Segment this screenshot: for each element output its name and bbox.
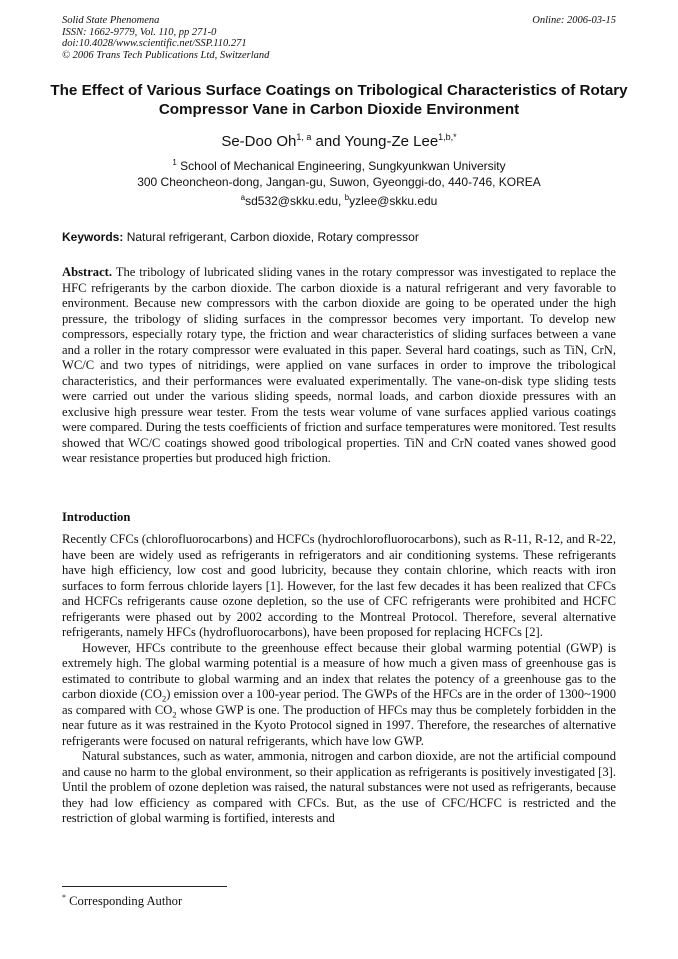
affiliation bbox=[0, 158, 678, 190]
affiliation-mark: 1 bbox=[172, 158, 177, 167]
intro-paragraph-1: Recently CFCs (chlorofluorocarbons) and HCFCs (hydrochlorofluorocarbons), such as R-11, R-12, and R-22, have been are widely used as refrigerants in refrigerators and air conditioning systems. These refrigerants have high efficiency, low cost and good lubricity, because they contain chlorine, which reacts with iron surfaces to form ferrous chloride layers [1]. However, for the last few decades it has been realized that CFCs and HCFCs refrigerants cause ozone depletion, so the use of CFC refrigerants were prohibited and HCFC refrigerants were phased out by 2002 according to the Montreal Protocol. Therefore, several alternative refrigerants, namely HFCs (hydrofluorocarbons), have been proposed for replacing HCFCs [2]. bbox=[62, 532, 616, 639]
author-1-name: Se-Doo Oh bbox=[221, 133, 297, 150]
author-1-affiliation-mark: 1, a bbox=[296, 132, 312, 142]
paper-title: The Effect of Various Surface Coatings on Tribological Characteristics of Rotary Compressor Vane in Carbon Dioxide Environment bbox=[50, 82, 628, 118]
affiliation-institution: School of Mechanical Engineering, Sungkyunkwan University bbox=[176, 159, 506, 173]
running-header bbox=[62, 15, 616, 61]
footnote-text: Corresponding Author bbox=[66, 894, 183, 908]
copyright-line: © 2006 Trans Tech Publications Ltd, Switzerland bbox=[62, 49, 270, 61]
doi-line: doi:10.4028/www.scientific.net/SSP.110.271 bbox=[62, 38, 247, 49]
author-emails bbox=[0, 193, 678, 209]
intro-paragraph-2 bbox=[62, 641, 616, 750]
footnote-mark: * bbox=[62, 892, 66, 902]
intro-p2-part-a: However, HFCs contribute to the greenhouse effect because their global warming potential (GWP) is extremely high. The global warming potential is a measure of how much a given mass of greenhouse gas is estimated to contribute to global warming and an index that relates the potency of a greenhouse gas to the carbon dioxide (CO bbox=[62, 640, 616, 701]
keywords-label: Keywords: bbox=[62, 230, 124, 244]
email-a-mark: a bbox=[240, 193, 246, 202]
author-2-affiliation-mark: 1,b,* bbox=[438, 132, 457, 142]
author-2-name: Young-Ze Lee bbox=[344, 133, 439, 150]
abstract-label: Abstract. bbox=[62, 265, 113, 279]
journal-name: Solid State Phenomena bbox=[62, 15, 160, 26]
co2-subscript-2: 2 bbox=[172, 709, 177, 720]
online-date: Online: 2006-03-15 bbox=[532, 15, 616, 26]
co2-subscript-1: 2 bbox=[162, 693, 167, 704]
intro-p2-part-b: ) emission over a 100-year period. The GWPs of the HFCs are in the order of 1300~1900 as compared with CO bbox=[62, 687, 616, 717]
author-line bbox=[0, 133, 678, 151]
abstract-text: The tribology of lubricated sliding vanes in the rotary compressor was investigated to replace the HFC refrigerants by the carbon dioxide. The carbon dioxide is a natural refrigerant and very favorable to environment. Because new compressors with the carbon dioxide are going to be operated under the high pressure, the tribology of sliding surfaces in the compressor becomes very important. To develop new compressors, especially rotary type, the friction and wear characteristics of sliding surfaces between a vane and a roller in the rotary compressor were evaluated in this paper. Several hard coatings, such as TiN, CrN, WC/C and two types of nitridings, were applied on vane surfaces in order to improve the tribological characteristics, and their performances were evaluated experimentally. The vane-on-disk type sliding tests were carried out under the various sliding speeds, normal loads, and carbon dioxide pressures with an exclusive high pressure wear tester. From the tests wear volume of vane surfaces applied various coatings were compared. During the tests coefficients of friction and surface temperatures were monitored. Test results showed that WC/C coatings showed good tribological properties. TiN and CrN coated vanes showed good wear resistance properties but produced high friction. bbox=[62, 265, 616, 465]
email-separator: , bbox=[338, 194, 345, 208]
affiliation-line-2: 300 Cheoncheon-dong, Jangan-gu, Suwon, Gyeonggi-do, 440-746, KOREA bbox=[137, 175, 541, 189]
publication-info bbox=[62, 15, 269, 61]
issn-line: ISSN: 1662-9779, Vol. 110, pp 271-0 bbox=[62, 26, 217, 38]
keywords bbox=[62, 229, 616, 245]
email-a[interactable]: sd532@skku.edu bbox=[245, 194, 338, 208]
introduction-heading: Introduction bbox=[62, 510, 131, 524]
abstract bbox=[62, 265, 616, 467]
keywords-text: Natural refrigerant, Carbon dioxide, Rotary compressor bbox=[123, 230, 419, 244]
introduction-body bbox=[62, 532, 616, 827]
intro-p2-part-c: whose GWP is one. The production of HFCs may thus be completely forbidden in the near future as it was restrained in the Kyoto Protocol signed in 1997. Therefore, the researches of alternative refrigerants were focused on natural refrigerants, which have low GWP. bbox=[62, 702, 616, 748]
intro-paragraph-3: Natural substances, such as water, ammonia, nitrogen and carbon dioxide, are not the artificial compound and cause no harm to the global environment, so their application as refrigerants is positively investigated [3]. Until the problem of ozone depletion was raised, the natural substances were not used as refrigerants, because they had low efficiency as compared with CFCs. But, as the use of CFC/HCFC is restricted and the restriction of global warming is fortified, interests and bbox=[62, 749, 616, 825]
footnote bbox=[62, 894, 182, 909]
email-b-mark: b bbox=[344, 193, 350, 202]
author-conjunction: and bbox=[311, 133, 345, 150]
email-b[interactable]: yzlee@skku.edu bbox=[349, 194, 438, 208]
affiliation-line-1 bbox=[0, 158, 678, 174]
footnote-divider bbox=[62, 886, 227, 887]
